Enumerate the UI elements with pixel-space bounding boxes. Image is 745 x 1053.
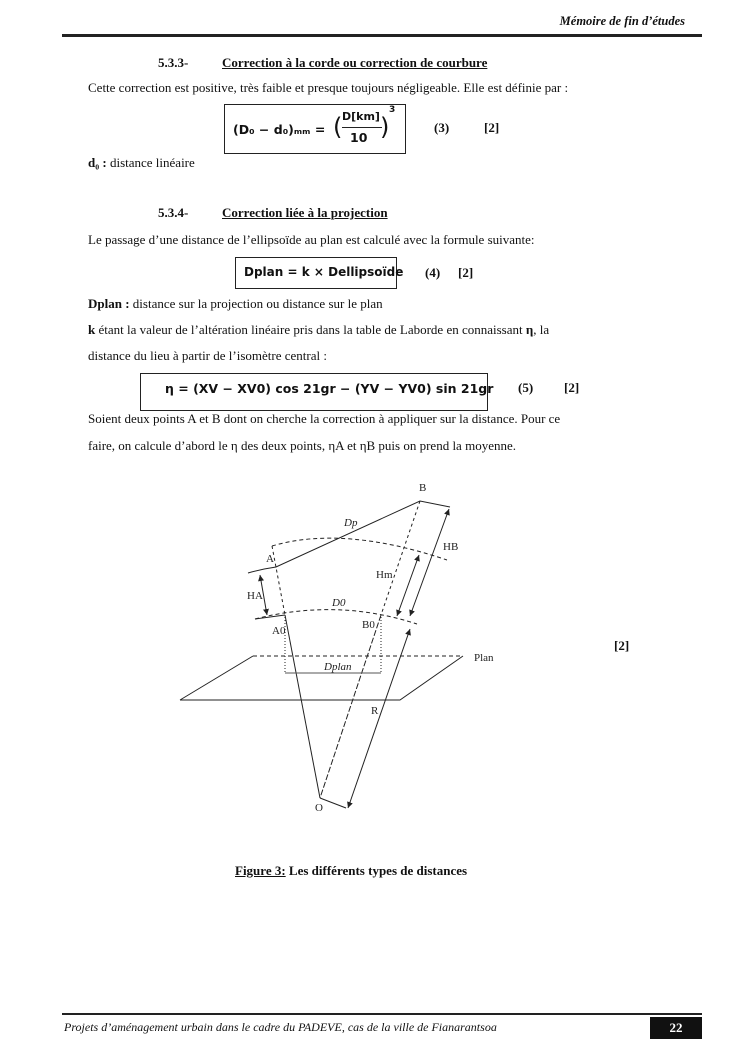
equation-reference: [2] bbox=[484, 120, 500, 135]
equation-number: (5) bbox=[518, 380, 534, 395]
label-hb: HB bbox=[443, 541, 459, 553]
caption-label: Figure 3: bbox=[235, 863, 286, 878]
hm-arrow bbox=[397, 555, 419, 616]
definition-term: k bbox=[88, 322, 96, 337]
paragraph: distance du lieu à partir de l’isomètre central : bbox=[88, 348, 327, 363]
label-b: B bbox=[419, 482, 427, 494]
label-r: R bbox=[371, 705, 379, 717]
eta-symbol: η bbox=[525, 322, 534, 337]
definition-text: , la bbox=[533, 322, 550, 337]
paragraph: Cette correction est positive, très faible et presque toujours négligeable. Elle est définie par : bbox=[88, 80, 569, 95]
section-title: Correction à la corde ou correction de courbure bbox=[222, 55, 488, 70]
section-number: 5.3.4- bbox=[158, 205, 189, 220]
equation-reference: [2] bbox=[458, 265, 474, 280]
label-dp: Dp bbox=[344, 517, 358, 529]
label-d0: D0 bbox=[332, 597, 346, 609]
definition-text: distance sur la projection ou distance sur le plan bbox=[129, 296, 383, 311]
label-plan: Plan bbox=[474, 652, 494, 664]
definition-text: étant la valeur de l’altération linéaire pris dans la table de Laborde en connaissant bbox=[95, 322, 526, 337]
equation-number: (3) bbox=[434, 120, 450, 135]
label-ha: HA bbox=[247, 590, 263, 602]
label-hm: Hm bbox=[376, 569, 393, 581]
definition-text: distance linéaire bbox=[106, 155, 195, 170]
paragraph: faire, on calcule d’abord le η des deux points, ηA et ηB puis on prend la moyenne. bbox=[88, 438, 516, 453]
definition-term: d₀ : bbox=[88, 155, 107, 170]
label-o: O bbox=[315, 802, 323, 814]
section-title: Correction liée à la projection bbox=[222, 205, 388, 220]
running-header: Mémoire de fin d’études bbox=[559, 14, 685, 28]
definition-term: Dplan : bbox=[88, 296, 130, 311]
page-number: 22 bbox=[650, 1017, 702, 1039]
equation-exponent: 3 bbox=[389, 105, 396, 115]
equation-reference: [2] bbox=[564, 380, 580, 395]
caption-text: Les différents types de distances bbox=[285, 863, 468, 878]
figure-reference: [2] bbox=[614, 638, 630, 653]
label-b0: B0 bbox=[362, 619, 375, 631]
section-number: 5.3.3- bbox=[158, 55, 189, 70]
paragraph: Soient deux points A et B dont on cherche la correction à appliquer sur la distance. Pour ce bbox=[88, 411, 561, 426]
ellipsoid-arc bbox=[255, 610, 417, 624]
footer-rule bbox=[62, 1013, 702, 1015]
equation-4: Dplan = k × Dellipsoïde bbox=[244, 265, 404, 279]
label-a: A bbox=[266, 553, 274, 565]
radius-a bbox=[285, 615, 320, 798]
paragraph: Le passage d’une distance de l’ellipsoïde au plan est calculé avec la formule suivante: bbox=[88, 232, 535, 247]
footer-text: Projets d’aménagement urbain dans le cadre du PADEVE, cas de la ville de Fianarantsoa bbox=[64, 1020, 497, 1034]
equation-lhs: (D₀ − d₀)ₘₘ = bbox=[233, 122, 326, 137]
equation-numerator: D[km] bbox=[342, 110, 380, 123]
equation-box: (D₀ − d₀)ₘₘ = ( D[km] 10 ) 3 bbox=[224, 104, 406, 154]
equation-denominator: 10 bbox=[350, 130, 368, 145]
label-a0: A0 bbox=[272, 625, 286, 637]
terrain-line bbox=[248, 501, 450, 573]
label-dplan: Dplan bbox=[324, 661, 352, 673]
equation-number: (4) bbox=[425, 265, 441, 280]
figure-caption bbox=[235, 863, 467, 879]
plane-edge bbox=[180, 656, 253, 700]
equation-5: η = (XV − XV0) cos 21gr − (YV − YV0) sin 21gr bbox=[165, 381, 494, 396]
